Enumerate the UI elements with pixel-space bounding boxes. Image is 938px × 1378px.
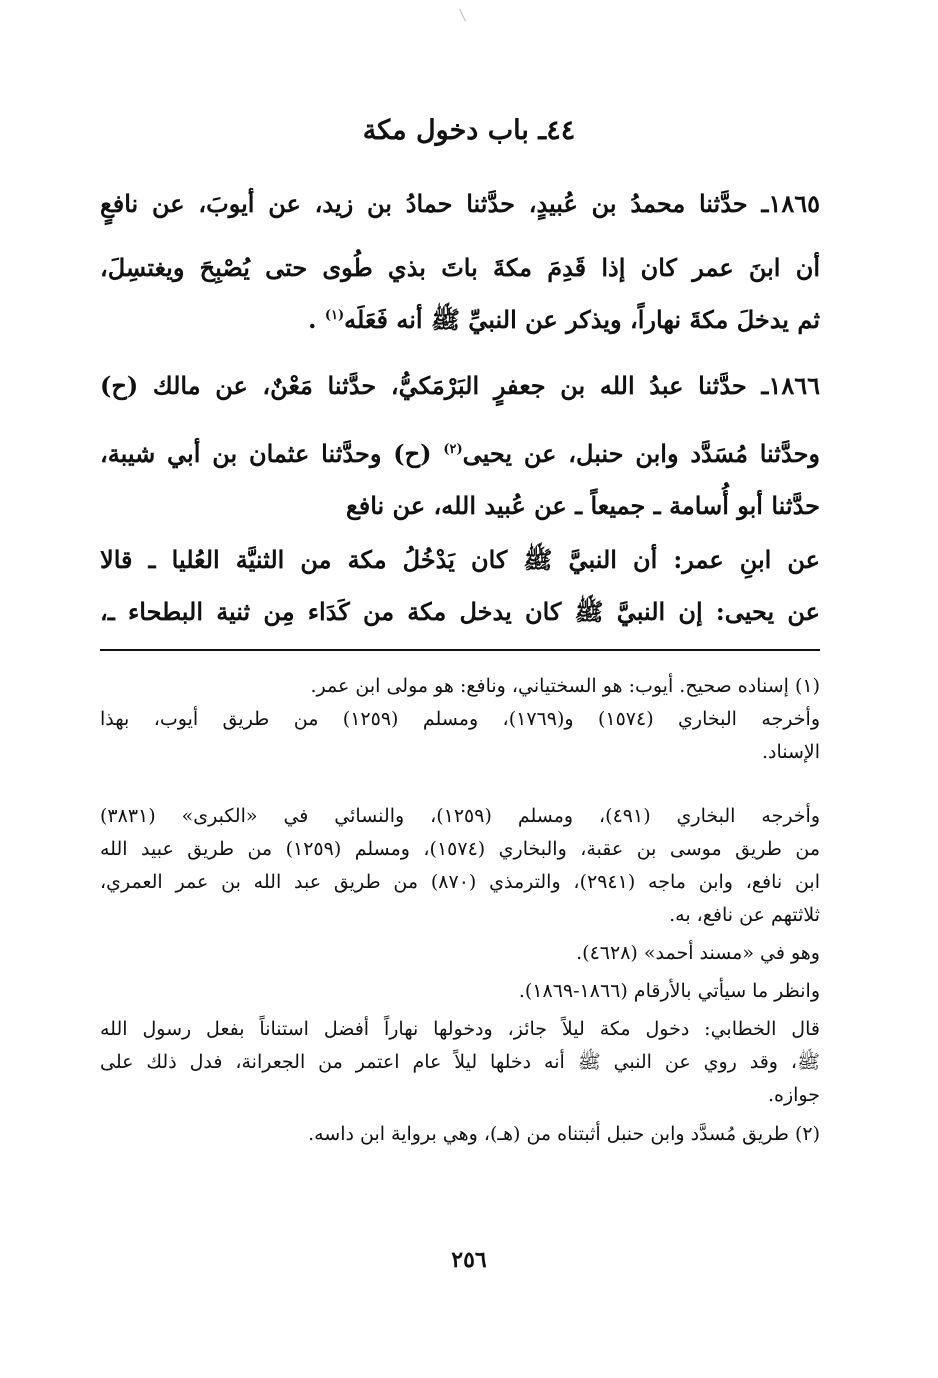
period: . xyxy=(308,305,325,334)
hadith-1866-isnad-cont xyxy=(100,428,820,532)
footnote-line: وانظر ما سيأتي بالأرقام (١٨٦٦-١٨٦٩). xyxy=(518,980,820,1002)
footnote-ref-2[interactable]: (٢) xyxy=(443,442,463,457)
hadith-1866-line-3: حدَّثنا أبو أُسامة ـ جميعاً ـ عن عُبيد الله، عن نافع xyxy=(345,491,820,520)
footnote-divider xyxy=(100,649,820,651)
hadith-1866-line-2b: (ح) وحدَّثنا عثمان بن أبي شيبة، xyxy=(100,439,432,468)
scan-mark xyxy=(459,8,466,21)
footnote-1 xyxy=(100,670,820,769)
hadith-1865-matn-line-1: أن ابنَ عمر كان إذا قَدِمَ مكةَ باتَ بذي طُوى حتى يُصْبِحَ ويغتسِلَ، xyxy=(100,253,820,282)
hadith-1865 xyxy=(100,178,820,230)
hadith-1865-matn-line-2-text: ثم يدخلَ مكةَ نهاراً، ويذكر عن النبيِّ ﷺ أنه فَعَلَه xyxy=(344,305,820,334)
hadith-1866-isnad xyxy=(100,360,820,412)
footnote-line: الإسناد. xyxy=(761,741,820,763)
footnote-line: ثلاثتهم عن نافع، به. xyxy=(669,904,820,926)
hadith-1865-matn xyxy=(100,242,820,346)
hadith-1866-matn-line-2: عن يحيى: إن النبيَّ ﷺ كان يدخل مكة من كَدَاء مِن ثنية البطحاء ـ، xyxy=(100,597,820,626)
footnote-2: (٢) طريق مُسدَّد وابن حنبل أثبتناه من (هـ)، وهي برواية ابن داسه. xyxy=(308,1123,820,1145)
chapter-heading: ٤٤ـ باب دخول مكة xyxy=(362,115,576,146)
footnote-line: ابن نافع، وابن ماجه (٢٩٤١)، والترمذي (٨٧٠) من طريق عبد الله بن عمر العمري، xyxy=(100,871,820,893)
footnote-ref-1[interactable]: (١) xyxy=(324,308,345,323)
footnote-line: من طريق موسى بن عقبة، والبخاري (١٥٧٤)، ومسلم (١٢٥٩) من طريق عبيد الله xyxy=(100,838,820,860)
hadith-1866-line-2a: وحدَّثنا مُسَدَّد وابن حنبل، عن يحيى xyxy=(462,439,821,468)
footnote-line: جوازه. xyxy=(767,1084,820,1106)
footnote-line: قال الخطابي: دخول مكة ليلاً جائز، ودخولها نهاراً أفضل استناناً بفعل رسول الله xyxy=(100,1018,820,1040)
footnote-line: ﷺ، وقد روي عن النبي ﷺ أنه دخلها ليلاً عام اعتمر من الجعرانة، فدل ذلك على xyxy=(100,1051,820,1073)
footnote-line: (١) إسناده صحيح. أيوب: هو السختياني، ونافع: هو مولى ابن عمر. xyxy=(310,675,820,697)
hadith-1865-isnad: ١٨٦٥ـ حدَّثنا محمدُ بن عُبيدٍ، حدَّثنا حمادُ بن زيد، عن أيوبَ، عن نافعٍ xyxy=(100,189,820,218)
page-number: ٢٥٦ xyxy=(451,1247,487,1273)
footnote-line: وهو في «مسند أحمد» (٤٦٢٨). xyxy=(576,942,820,964)
footnote-line: وأخرجه البخاري (٤٩١)، ومسلم (١٢٥٩)، والنسائي في «الكبرى» (٣٨٣١) xyxy=(100,805,820,827)
hadith-1866-line-2 xyxy=(100,428,820,480)
hadith-1866-line-1: ١٨٦٦ـ حدَّثنا عبدُ الله بن جعفرٍ البَرْمَكيُّ، حدَّثنا مَعْنٌ، عن مالك (ح) xyxy=(100,371,821,400)
hadith-1866-matn-line-1: عن ابنِ عمر: أن النبيَّ ﷺ كان يَدْخُلُ مكة من الثنيَّة العُليا ـ قالا xyxy=(100,545,820,574)
hadith-1865-matn-line-2 xyxy=(100,294,820,346)
hadith-1866-matn xyxy=(100,534,820,638)
footnote-1-cont xyxy=(100,800,820,1151)
footnote-line: وأخرجه البخاري (١٥٧٤) و(١٧٦٩)، ومسلم (١٢٥٩) من طريق أيوب، بهذا xyxy=(100,708,820,730)
